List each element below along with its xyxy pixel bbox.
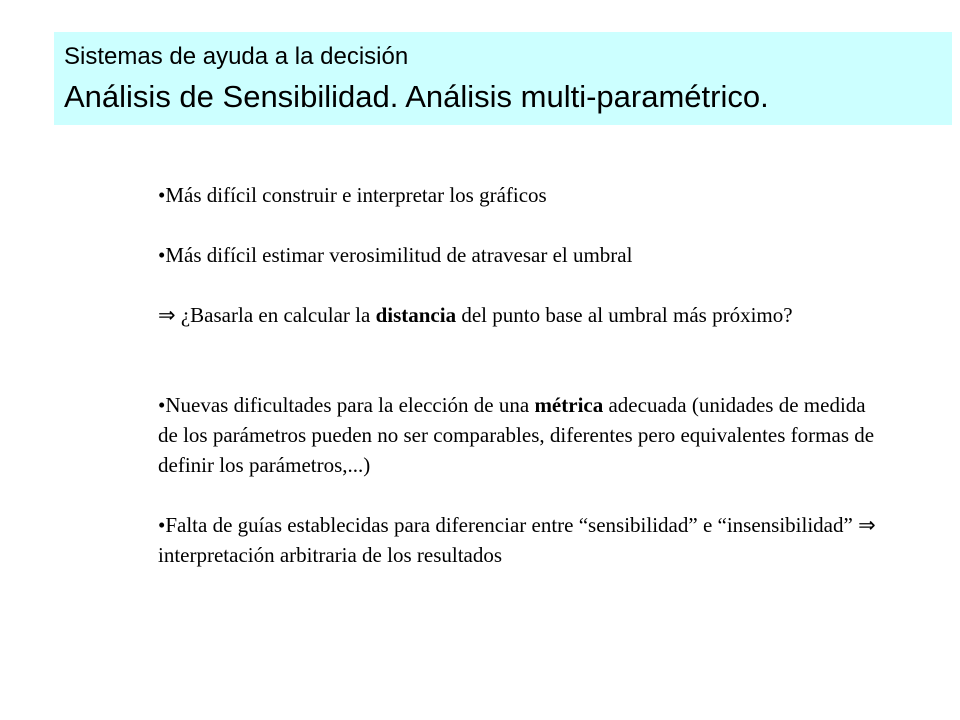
bullet-distance xyxy=(158,300,878,330)
bullet-guides: •Falta de guías establecidas para diferenciar entre “sensibilidad” e “insensibilidad” ⇒ interpretación arbitraria de los resultados xyxy=(158,513,876,567)
bullet-distance-post: del punto base al umbral más próximo? xyxy=(456,303,793,327)
bullet-metric-bold: métrica xyxy=(534,393,604,417)
slide-subtitle: Sistemas de ayuda a la decisión xyxy=(64,43,409,70)
bullet-threshold: •Más difícil estimar verosimilitud de atravesar el umbral xyxy=(158,243,633,267)
bullet-metric-post: adecuada (unidades de medida de los parámetros pueden no ser comparables, diferentes pero equivalentes formas de definir los parámetros,...) xyxy=(158,393,875,477)
bullet-graphs: •Más difícil construir e interpretar los gráficos xyxy=(158,183,547,207)
bullet-metric-pre: •Nuevas dificultades para la elección de una xyxy=(158,393,535,417)
slide-title: Análisis de Sensibilidad. Análisis multi-paramétrico. xyxy=(64,79,769,114)
bullet-distance-pre: ⇒ ¿Basarla en calcular la xyxy=(158,303,376,327)
slide-content xyxy=(158,180,878,570)
bullet-metric xyxy=(158,390,878,480)
slide-header xyxy=(54,32,952,125)
bullet-distance-bold: distancia xyxy=(375,303,457,327)
